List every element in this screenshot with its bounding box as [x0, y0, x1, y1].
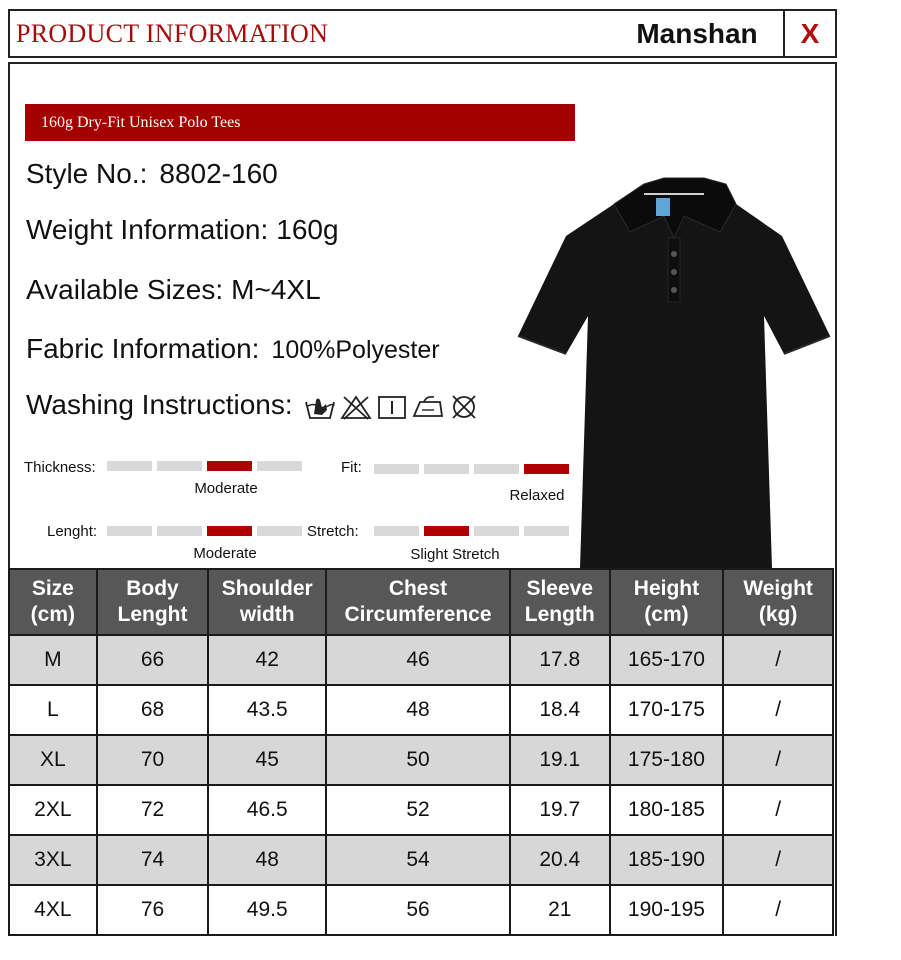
fit-label: Fit: [341, 459, 362, 476]
rating-segment [374, 526, 419, 536]
table-cell: 48 [208, 835, 326, 885]
header-body-length: Body Lenght [97, 569, 209, 635]
header-weight: Weight (kg) [723, 569, 833, 635]
rating-segment [107, 526, 152, 536]
length-bars [107, 526, 302, 536]
table-cell: L [9, 685, 97, 735]
table-cell: 20.4 [510, 835, 610, 885]
fabric-row [26, 333, 440, 365]
hand-wash-icon [304, 394, 336, 420]
table-cell: 46 [326, 635, 510, 685]
table-cell: 180-185 [610, 785, 724, 835]
size-chart-table [8, 568, 834, 936]
washing-label: Washing Instructions: [26, 389, 293, 420]
table-row [9, 685, 833, 735]
rating-segment [257, 526, 302, 536]
table-row [9, 785, 833, 835]
table-cell: 70 [97, 735, 209, 785]
weight-value: 160g [276, 214, 339, 245]
do-not-tumble-dry-icon [448, 394, 480, 420]
table-row [9, 885, 833, 935]
table-cell: 4XL [9, 885, 97, 935]
header-chest: Chest Circumference [326, 569, 510, 635]
table-cell: / [723, 785, 833, 835]
rating-segment [424, 464, 469, 474]
style-number-label: Style No.: [26, 158, 148, 189]
header-size: Size (cm) [9, 569, 97, 635]
table-cell: / [723, 885, 833, 935]
weight-row [26, 214, 339, 246]
table-row [9, 835, 833, 885]
table-row [9, 735, 833, 785]
table-cell: 74 [97, 835, 209, 885]
rating-segment [424, 526, 469, 536]
table-cell: 49.5 [208, 885, 326, 935]
header-height: Height (cm) [610, 569, 724, 635]
sizes-label: Available Sizes: [26, 274, 224, 305]
table-cell: 21 [510, 885, 610, 935]
rating-segment [207, 461, 252, 471]
table-cell: / [723, 735, 833, 785]
rating-segment [474, 526, 519, 536]
table-cell: 66 [97, 635, 209, 685]
table-cell: XL [9, 735, 97, 785]
rating-segment [107, 461, 152, 471]
table-cell: / [723, 835, 833, 885]
table-cell: 2XL [9, 785, 97, 835]
table-cell: 68 [97, 685, 209, 735]
table-cell: M [9, 635, 97, 685]
table-cell: 19.7 [510, 785, 610, 835]
thickness-caption: Moderate [194, 480, 258, 497]
table-header-row [9, 569, 833, 635]
table-cell: 43.5 [208, 685, 326, 735]
table-cell: / [723, 635, 833, 685]
length-label: Lenght: [47, 523, 98, 540]
rating-segment [257, 461, 302, 471]
product-info-header [8, 9, 837, 58]
polo-shirt-image [514, 176, 834, 568]
table-cell: 19.1 [510, 735, 610, 785]
iron-low-icon [412, 394, 444, 420]
sizes-row [26, 274, 321, 306]
fabric-value: 100%Polyester [271, 336, 440, 364]
thickness-bars [107, 461, 302, 471]
header-shoulder-width: Shoulder width [208, 569, 326, 635]
fit-caption: Relaxed [509, 487, 565, 504]
rating-segment [374, 464, 419, 474]
washing-icons [304, 394, 480, 420]
table-cell: 46.5 [208, 785, 326, 835]
table-cell: 50 [326, 735, 510, 785]
thickness-label: Thickness: [24, 459, 96, 476]
table-cell: 45 [208, 735, 326, 785]
table-cell: / [723, 685, 833, 735]
table-cell: 42 [208, 635, 326, 685]
style-number-row [26, 158, 278, 190]
table-cell: 165-170 [610, 635, 724, 685]
header-sleeve-length: Sleeve Length [510, 569, 610, 635]
stretch-caption: Slight Stretch [410, 546, 500, 563]
product-banner: 160g Dry-Fit Unisex Polo Tees [25, 104, 575, 141]
rating-segment [157, 461, 202, 471]
style-number-value: 8802-160 [159, 158, 278, 189]
line-dry-icon [376, 394, 408, 420]
rating-segment [474, 464, 519, 474]
washing-row [26, 389, 480, 421]
table-cell: 170-175 [610, 685, 724, 735]
table-cell: 56 [326, 885, 510, 935]
table-cell: 18.4 [510, 685, 610, 735]
table-cell: 175-180 [610, 735, 724, 785]
table-cell: 76 [97, 885, 209, 935]
table-cell: 190-195 [610, 885, 724, 935]
table-row [9, 635, 833, 685]
stretch-label: Stretch: [307, 523, 359, 540]
table-cell: 3XL [9, 835, 97, 885]
sizes-value: M~4XL [231, 274, 321, 305]
table-cell: 52 [326, 785, 510, 835]
rating-segment [157, 526, 202, 536]
fabric-label: Fabric Information: [26, 333, 260, 364]
table-cell: 48 [326, 685, 510, 735]
table-cell: 17.8 [510, 635, 610, 685]
do-not-bleach-icon [340, 394, 372, 420]
rating-segment [207, 526, 252, 536]
close-button[interactable]: X [783, 11, 835, 56]
page-title: PRODUCT INFORMATION [16, 18, 329, 48]
weight-label: Weight Information: [26, 214, 269, 245]
table-cell: 185-190 [610, 835, 724, 885]
brand-name: Manshan [636, 17, 758, 49]
table-cell: 72 [97, 785, 209, 835]
table-cell: 54 [326, 835, 510, 885]
length-caption: Moderate [193, 545, 257, 562]
